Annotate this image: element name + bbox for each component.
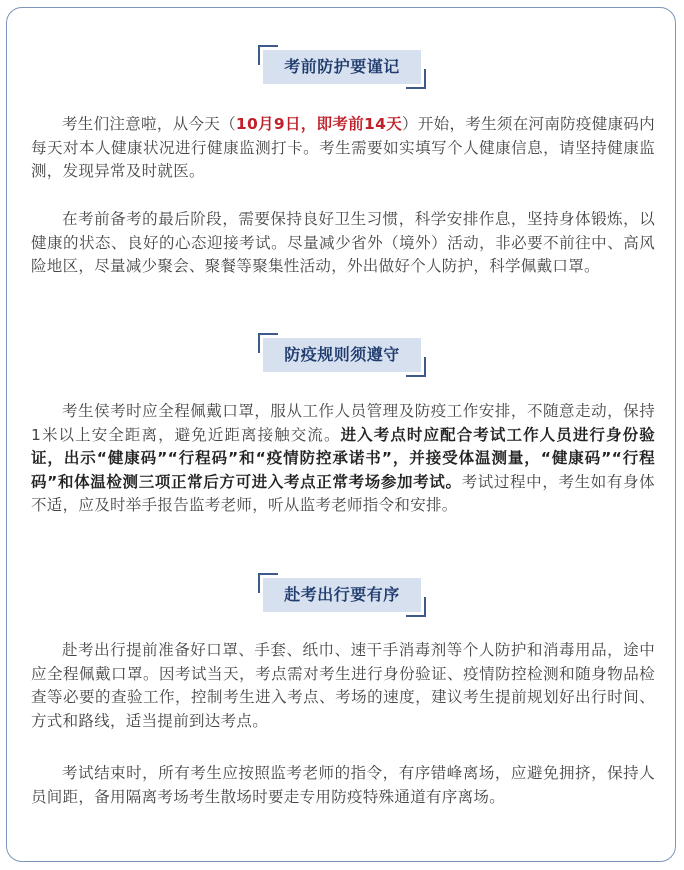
bold-requirement-text: 进入考点时应配合考试工作人员进行身份验证，出示“健康码”“行程码”和“疫情防控承诺书”，并接受体温测量，“健康码”“行程码”和体温检测三项正常后方可进入考点正常考场参加考试。: [31, 425, 655, 491]
section-heading-text: 赴考出行要有序: [284, 585, 400, 604]
heading-corner-decoration: [258, 333, 278, 353]
section-1-paragraph-2: 在考前备考的最后阶段，需要保持良好卫生习惯，科学安排作息，坚持身体锻炼，以健康的状态、良好的心态迎接考试。尽量减少省外（境外）活动，非必要不前往中、高风险地区，尽量减少聚会、聚餐等聚集性活动，外出做好个人防护，科学佩戴口罩。: [31, 210, 655, 276]
section-heading-text: 考前防护要谨记: [284, 57, 400, 76]
heading-corner-decoration: [406, 357, 426, 377]
date-highlight: 10月9日，即考前14天: [235, 115, 403, 133]
section-heading-text: 防疫规则须遵守: [284, 345, 400, 364]
paragraph-text: ）开始，考生须在河南防疫健康码内每天对本人健康状况进行健康监测打卡。考生需要如实填写个人健康信息，请坚持健康监测，发现异常及时就医。: [31, 115, 655, 181]
section-heading-1: [263, 50, 421, 84]
paragraph-text: 考生们注意啦，从今天（: [62, 115, 236, 133]
heading-corner-decoration: [406, 69, 426, 89]
section-3-paragraph-1: 赴考出行提前准备好口罩、手套、纸巾、速干手消毒剂等个人防护和消毒用品，途中应全程佩戴口罩。因考试当天，考点需对考生进行身份验证、疫情防控检测和随身物品检查等必要的查验工作，控制考生进入考点、考场的速度，建议考生提前规划好出行时间、方式和路线，适当提前到达考点。: [31, 641, 655, 730]
heading-corner-decoration: [258, 45, 278, 65]
section-1-paragraph-1: [31, 113, 655, 184]
section-3-paragraph-2: 考试结束时，所有考生应按照监考老师的指令，有序错峰离场，应避免拥挤，保持人员间距，备用隔离考场考生散场时要走专用防疫特殊通道有序离场。: [31, 764, 655, 806]
section-heading-3: [263, 578, 421, 612]
section-2-paragraph-1: [31, 400, 655, 518]
paragraph-text: 考生侯考时应全程佩戴口罩，服从工作人员管理及防疫工作安排，不随意走动，保持1米以上安全距离，避免近距离接触交流。: [31, 402, 655, 444]
paragraph-text: 考试过程中，考生如有身体不适，应及时举手报告监考老师，听从监考老师指令和安排。: [31, 472, 655, 515]
heading-corner-decoration: [258, 573, 278, 593]
heading-corner-decoration: [406, 597, 426, 617]
section-heading-2: [263, 338, 421, 372]
